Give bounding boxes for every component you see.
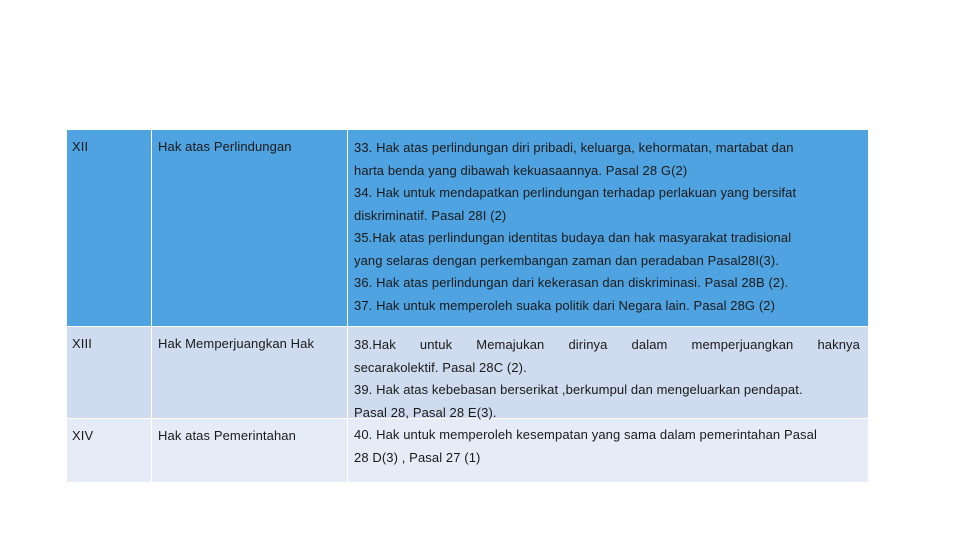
detail-line: 40. Hak untuk memperoleh kesempatan yang sama dalam pemerintahan Pasal: [354, 427, 817, 442]
detail-line: 39. Hak atas kebebasan berserikat ,berkumpul dan mengeluarkan pendapat.: [354, 382, 803, 397]
row-number: XII: [72, 139, 89, 154]
merged-details-cell: [348, 327, 868, 482]
detail-line: 37. Hak untuk memperoleh suaka politik dari Negara lain. Pasal 28G (2): [354, 297, 776, 313]
row-number-cell: [67, 130, 151, 326]
right-name: Hak atas Pemerintahan: [158, 428, 296, 443]
right-name-cell: [152, 327, 347, 418]
row-number-cell: [67, 419, 151, 482]
right-details-cell: [348, 130, 868, 326]
detail-line: Pasal 28, Pasal 28 E(3).: [354, 404, 497, 420]
detail-line: yang selaras dengan perkembangan zaman dan peradaban Pasal28I(3).: [354, 252, 779, 268]
detail-line: 35.Hak atas perlindungan identitas budaya dan hak masyarakat tradisional: [354, 230, 792, 245]
detail-line: 36. Hak atas perlindungan dari kekerasan dan diskriminasi. Pasal 28B (2).: [354, 275, 789, 290]
row-number: XIII: [72, 336, 92, 351]
rights-table: [67, 130, 868, 482]
detail-line: secarakolektif. Pasal 28C (2).: [354, 359, 527, 375]
row-number-cell: [67, 327, 151, 418]
right-name-cell: [152, 130, 347, 326]
right-name-cell: [152, 419, 347, 482]
row-number: XIV: [72, 428, 94, 443]
right-name: Hak Memperjuangkan Hak: [158, 336, 315, 351]
detail-line: 28 D(3) , Pasal 27 (1): [354, 449, 481, 465]
detail-line: 33. Hak atas perlindungan diri pribadi, keluarga, kehormatan, martabat dan: [354, 140, 794, 155]
detail-line: diskriminatif. Pasal 28I (2): [354, 207, 507, 223]
right-name: Hak atas Perlindungan: [158, 139, 292, 154]
detail-line: harta benda yang dibawah kekuasaannya. Pasal 28 G(2): [354, 162, 688, 178]
detail-line: 38.Hak untuk Memajukan dirinya dalam memperjuangkan haknya: [354, 337, 860, 352]
detail-line: 34. Hak untuk mendapatkan perlindungan terhadap perlakuan yang bersifat: [354, 185, 797, 200]
